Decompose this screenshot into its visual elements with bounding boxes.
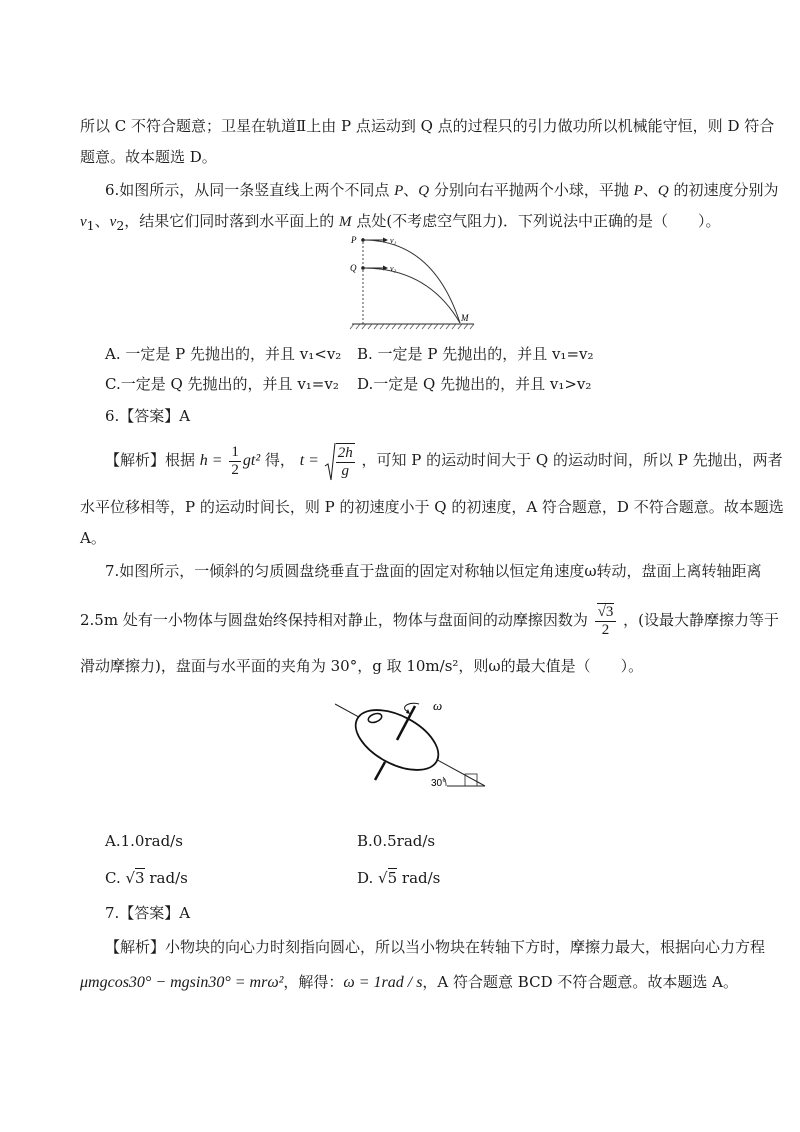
- option-7-A: A.1.0rad/s: [105, 832, 183, 850]
- question-7-stem: 7.如图所示，一倾斜的匀质圆盘绕垂直于盘面的固定对称轴以恒定角速度ω转动，盘面上离转轴距离: [105, 562, 762, 580]
- angle-label: 30°: [431, 778, 447, 789]
- option-6-D: D.一定是 Q 先抛出的，并且 v₁>v₂: [357, 375, 592, 393]
- label-M: M: [461, 313, 469, 323]
- explanation-6-line1: 【解析】根据 h = $\frac{1}{2}$ gt² 得， t = $\frac{2h}{g}$ ，可知 P 的运动时间大于 Q 的运动时间，所以 P 先抛出，两者: [105, 440, 783, 480]
- label-v1: v₁: [390, 236, 397, 245]
- question-7-stem-cont2: 滑动摩擦力)，盘面与水平面的夹角为 30°，g 取 10m/s²，则ω的最大值是（ ）。: [80, 657, 644, 675]
- text-line: 题意。故本题选 D。: [80, 148, 217, 166]
- label-Q: Q: [350, 263, 357, 273]
- explanation-7-line1: 【解析】小物块的向心力时刻指向圆心，所以当小物块在转轴下方时，摩擦力最大，根据向心力方程: [105, 938, 766, 956]
- question-6-stem-cont: $v_1$、$v_2$，结果它们同时落到水平面上的 M 点处(不考虑空气阻力)．下列说法中正确的是（ ）。: [80, 212, 721, 233]
- omega-label: ω: [433, 698, 443, 713]
- explanation-6-line2: 水平位移相等，P 的运动时间长，则 P 的初速度小于 Q 的初速度，A 符合题意，D 不符合题意。故本题选: [80, 498, 784, 516]
- sqrt-2h-over-g: $\frac{2h}{g}$: [324, 441, 357, 482]
- question-7-stem-cont: 2.5m 处有一小物体与圆盘始终保持相对静止，物体与盘面间的动摩擦因数为 $\frac{√3}{2}$ ，(设最大静摩擦力等于: [80, 604, 780, 638]
- option-6-B: B. 一定是 P 先抛出的，并且 v₁=v₂: [357, 345, 594, 363]
- explanation-7-line2: μmgcos30° − mgsin30° = mrω²，解得：ω = 1rad / s，A 符合题意 BCD 不符合题意。故本题选 A。: [80, 973, 738, 991]
- label-v2: v₂: [390, 264, 397, 273]
- projectile-figure: [348, 232, 478, 336]
- text-line: 所以 C 不符合题意；卫星在轨道Ⅱ上由 P 点运动到 Q 点的过程只的引力做功所以机械能守恒，则 D 符合: [80, 117, 775, 135]
- explanation-6-line3: A。: [80, 529, 106, 547]
- question-6-stem: 6.如图所示，从同一条竖直线上两个不同点 P、Q 分别向右平抛两个小球，平抛 P、Q 的初速度分别为: [105, 181, 779, 199]
- tilted-disk-figure: [335, 690, 495, 800]
- option-6-A: A. 一定是 P 先抛出的，并且 v₁<v₂: [105, 345, 342, 363]
- answer-7: 7.【答案】A: [105, 904, 191, 922]
- answer-6: 6.【答案】A: [105, 407, 191, 425]
- option-7-B: B.0.5rad/s: [357, 832, 436, 850]
- option-7-C: C. √3 rad/s: [105, 869, 188, 887]
- option-6-C: C.一定是 Q 先抛出的，并且 v₁=v₂: [105, 375, 339, 393]
- label-P: P: [351, 235, 357, 245]
- option-7-D: D. √5 rad/s: [357, 869, 441, 887]
